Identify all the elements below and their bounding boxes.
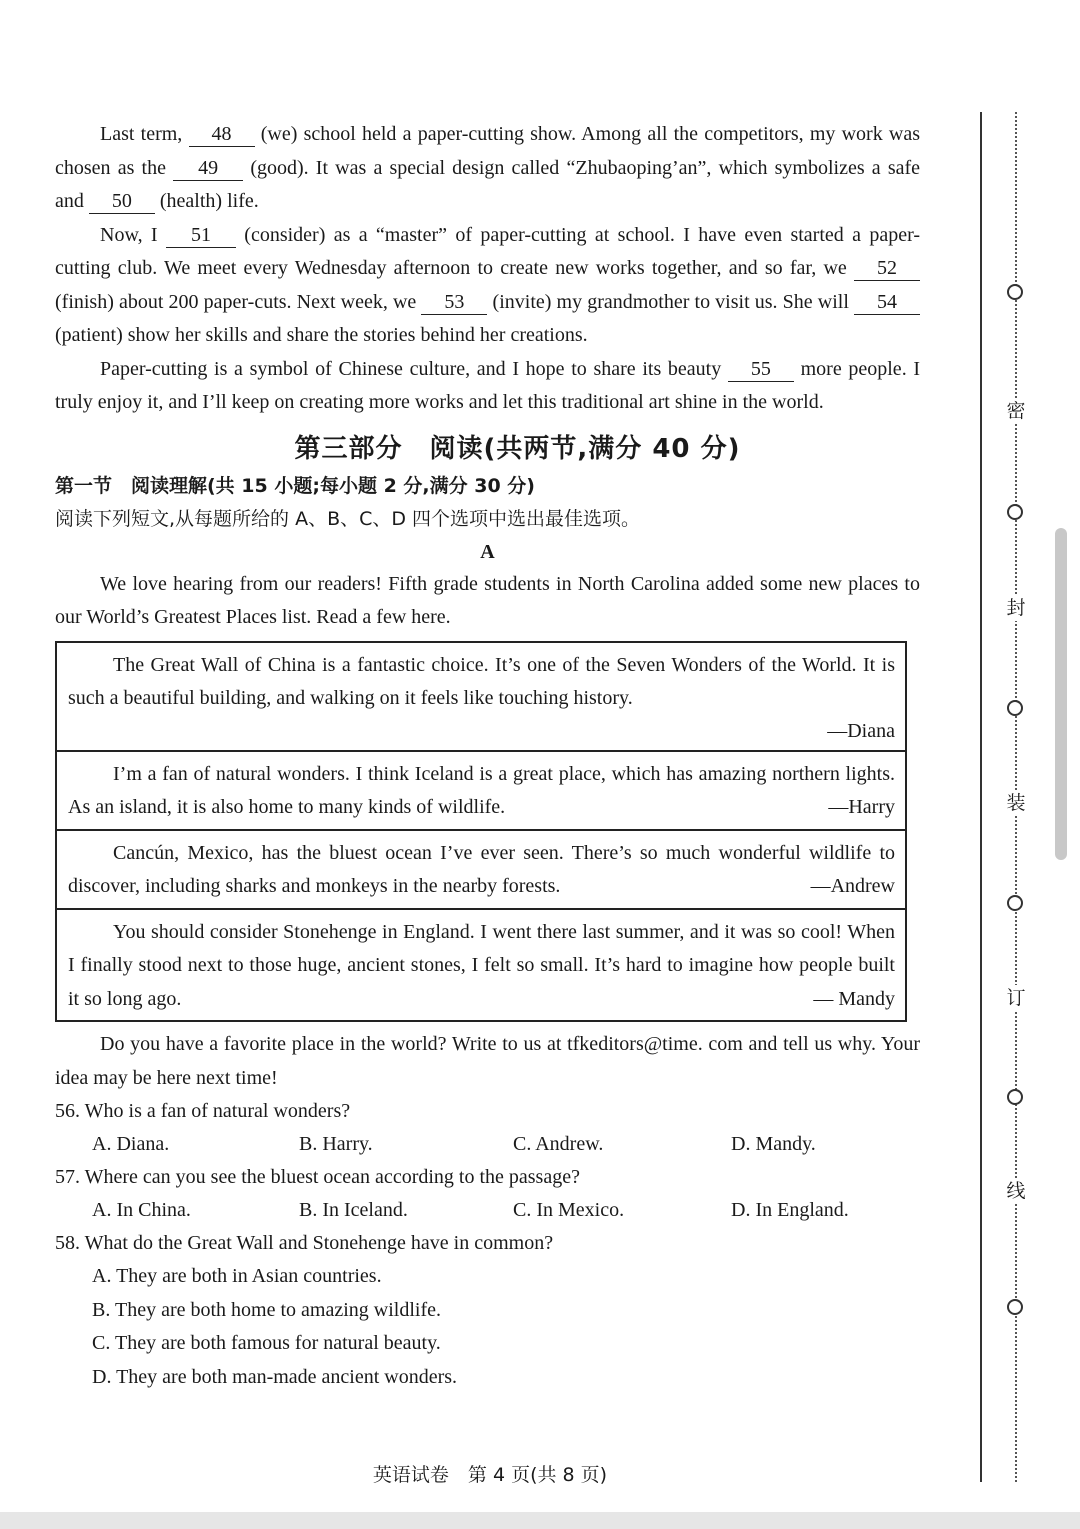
comment-box: [57, 831, 905, 910]
comment-text: I’m a fan of natural wonders. I think Iceland is a great place, which has amazing northern lights. As an island, it is also home to many kinds of wildlife. —Harry: [68, 758, 895, 825]
blank-55: 55: [728, 357, 794, 382]
blank-49: 49: [173, 156, 243, 181]
option: B. Harry.: [299, 1133, 373, 1155]
cloze-paragraph-1: Last term, 48 (we) school held a paper-cutting show. Among all the competitors, my work was chosen as the 49 (good). It was a special design called “Zhubaoping’an”, which symbolizes a safe and 50 (health) life.: [55, 123, 921, 212]
question-options: [55, 1128, 920, 1161]
binding-char: 密: [1003, 398, 1029, 424]
binding-char: 订: [1003, 985, 1029, 1011]
option: A. Diana.: [92, 1133, 170, 1155]
comment-text: You should consider Stonehenge in England. I went there last summer, and it was so cool! When I finally stood next to those huge, ancient stones, I felt so small. It’s hard to imagine how people built it so long ago. — Mandy: [68, 916, 895, 1017]
page-bottom-edge: [0, 1512, 1080, 1529]
option: A. In China.: [92, 1199, 191, 1221]
question-options: [55, 1194, 920, 1227]
option: C. Andrew.: [513, 1133, 604, 1155]
comment-signature: —Harry: [828, 796, 895, 818]
blank-50: 50: [89, 189, 155, 214]
option: A. They are both in Asian countries.: [92, 1265, 382, 1287]
binding-circle-icon: [1007, 1089, 1023, 1105]
blank-48: 48: [189, 122, 255, 147]
reader-comments-table: [55, 641, 907, 1023]
binding-circle-icon: [1007, 504, 1023, 520]
passage-outro: Do you have a favorite place in the world? Write to us at tfkeditors@time. com and tell us why. Your idea may be here next time!: [55, 1033, 920, 1089]
option: D. Mandy.: [731, 1133, 816, 1155]
instruction: 阅读下列短文,从每题所给的 A、B、C、D 四个选项中选出最佳选项。: [55, 507, 641, 530]
blank-53: 53: [421, 290, 487, 315]
blank-54: 54: [854, 290, 920, 315]
binding-char: 装: [1003, 790, 1029, 816]
option: C. They are both famous for natural beauty.: [92, 1332, 441, 1354]
binding-circle-icon: [1007, 895, 1023, 911]
page-footer: 英语试卷 第 4 页(共 8 页): [372, 1464, 608, 1486]
section-title: 第一节 阅读理解(共 15 小题;每小题 2 分,满分 30 分): [55, 474, 535, 497]
blank-51: 51: [166, 223, 236, 248]
comment-box: [57, 643, 905, 752]
option: D. In England.: [731, 1199, 849, 1221]
option: C. In Mexico.: [513, 1199, 625, 1221]
option: B. They are both home to amazing wildlife.: [92, 1298, 441, 1321]
blank-52: 52: [854, 256, 920, 281]
binding-char: 封: [1003, 595, 1029, 621]
question-stem: 56. Who is a fan of natural wonders?: [55, 1100, 351, 1122]
comment-box: [57, 910, 905, 1021]
comment-text: The Great Wall of China is a fantastic choice. It’s one of the Seven Wonders of the World. It is such a beautiful building, and walking on it feels like touching history.: [68, 653, 895, 709]
comment-signature: —Andrew: [810, 875, 895, 897]
binding-circle-icon: [1007, 284, 1023, 300]
margin-rule: [980, 112, 982, 1482]
binding-circle-icon: [1007, 1299, 1023, 1315]
comment-text: Cancún, Mexico, has the bluest ocean I’ve ever seen. There’s so much wonderful wildlife to discover, including sharks and monkeys in the nearby forests. —Andrew: [68, 837, 895, 904]
part-title: 第三部分 阅读(共两节,满分 40 分): [294, 433, 741, 464]
page-content: [55, 118, 920, 1394]
cloze-paragraph-3: Paper-cutting is a symbol of Chinese culture, and I hope to share its beauty 55 more people. I truly enjoy it, and I’ll keep on creating more works and let this traditional art shine in the world.: [55, 357, 921, 413]
cloze-paragraph-2: Now, I 51 (consider) as a “master” of paper-cutting at school. I have even started a paper-cutting club. We meet every Wednesday afternoon to create new works together, and so far, we 52 (finish) about 200 paper-cuts. Next week, we 53 (invite) my grandmother to visit us. She will 54 (patient) show her skills and share the stories behind her creations.: [55, 223, 920, 346]
question-stem: 57. Where can you see the bluest ocean according to the passage?: [55, 1166, 580, 1188]
passage-label: A: [480, 540, 495, 563]
option: D. They are both man-made ancient wonders.: [92, 1365, 458, 1388]
scrollbar-thumb[interactable]: [1055, 528, 1067, 860]
comment-box: [57, 752, 905, 831]
option: B. In Iceland.: [299, 1199, 408, 1221]
binding-circle-icon: [1007, 700, 1023, 716]
comment-signature: — Mandy: [813, 987, 895, 1010]
passage-intro: We love hearing from our readers! Fifth grade students in North Carolina added some new places to our World’s Greatest Places list. Read a few here.: [55, 572, 920, 628]
comment-signature: —Diana: [827, 719, 895, 742]
question-stem: 58. What do the Great Wall and Stonehenge have in common?: [55, 1232, 554, 1254]
binding-char: 线: [1003, 1178, 1029, 1204]
